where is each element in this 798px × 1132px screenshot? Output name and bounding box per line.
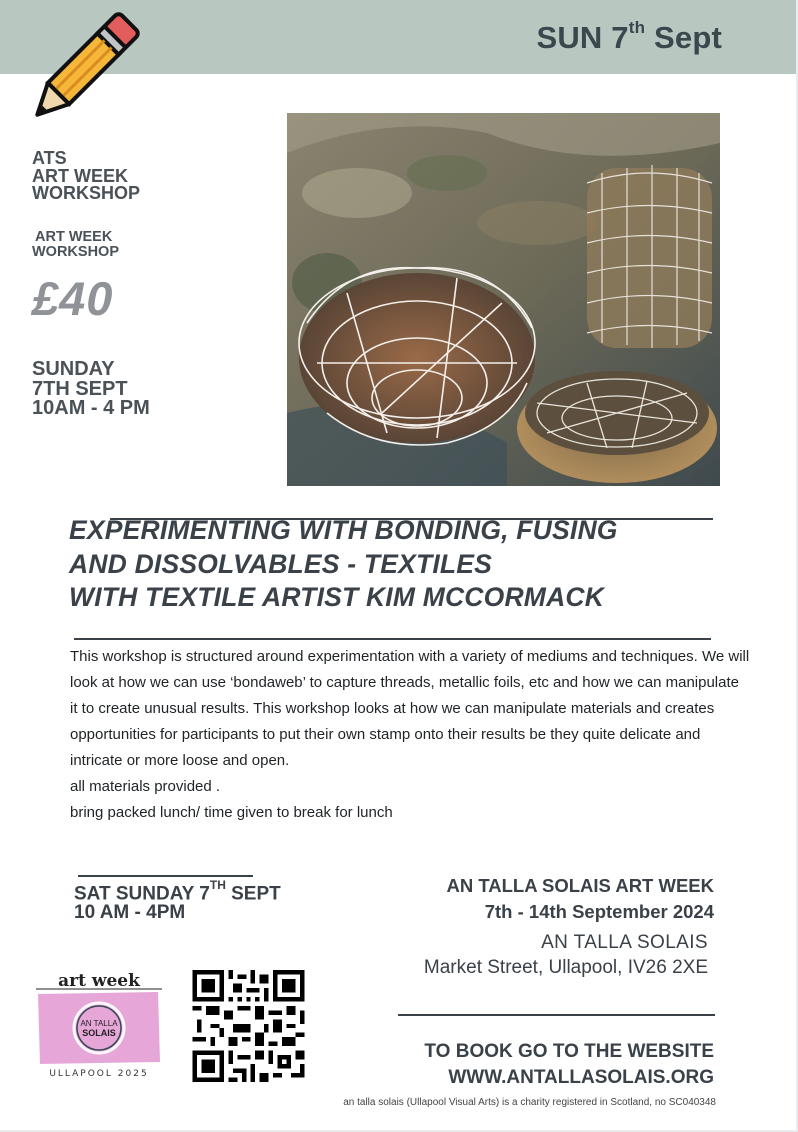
schedule-time: 10AM - 4 PM (32, 397, 150, 420)
workshop-title (69, 514, 749, 615)
pencil-icon (14, 8, 144, 138)
schedule-day: SUNDAY (32, 358, 115, 380)
when-time: 10 AM - 4PM (74, 902, 186, 924)
title-line: WITH TEXTILE ARTIST KIM MCCORMACK (69, 582, 605, 613)
description-paragraph: This workshop is structured around experimentation with a variety of mediums and techniques. We will look at how we can use ‘bondaweb’ to capture threads, metallic foils, etc and how we can manipulate it to create unusual results. This workshop looks at how we can manipulate materials and creates opportunities for participants to put their own stamp onto their results be they quite delicate and intricate or more loose and open. (70, 648, 750, 769)
schedule-date: 7TH SEPT (32, 377, 128, 400)
logo-center-line2: SOLAIS (82, 1028, 116, 1038)
event-dates: 7th - 14th September 2024 (484, 901, 714, 922)
sidebar-subheading (32, 230, 119, 259)
title-line: AND DISSOLVABLES - TEXTILES (69, 548, 493, 579)
sidebar-heading (32, 150, 140, 203)
art-week-logo (34, 970, 164, 1080)
title-line: EXPERIMENTING WITH BONDING, FUSING (69, 515, 618, 545)
header-date: SUN 7th Sept (536, 17, 722, 55)
booking-instruction: TO BOOK GO TO THE WEBSITE (424, 1041, 714, 1062)
textile-bowls-photo (287, 113, 720, 486)
sidebar-line: WORKSHOP (32, 183, 140, 204)
divider (78, 875, 253, 877)
workshop-description (70, 644, 750, 826)
sidebar-schedule (32, 360, 150, 419)
venue-name: AN TALLA SOLAIS (541, 932, 708, 953)
materials-note: all materials provided . (70, 778, 221, 795)
logo-top-text: art week (58, 971, 140, 991)
sidebar-line: ATS (32, 148, 67, 168)
divider (398, 1014, 715, 1016)
workshop-when (74, 878, 281, 924)
event-name: AN TALLA SOLAIS ART WEEK (446, 875, 714, 896)
divider (74, 638, 711, 640)
charity-footnote: an talla solais (Ullapool Visual Arts) is a charity registered in Scotland, no SC040348 (343, 1097, 716, 1108)
sidebar-line: ART WEEK (32, 165, 128, 186)
booking-website-link[interactable]: WWW.ANTALLASOLAIS.ORG (448, 1067, 714, 1088)
when-date: SAT SUNDAY 7TH SEPT (74, 878, 281, 905)
price: £40 (32, 272, 114, 325)
logo-bottom-text: ULLAPOOL 2025 (49, 1069, 149, 1079)
logo-center-line1: AN TALLA (80, 1019, 118, 1028)
lunch-note: bring packed lunch/ time given to break for lunch (70, 804, 393, 821)
sidebar-line: WORKSHOP (32, 243, 119, 260)
qr-code[interactable] (192, 970, 305, 1082)
sidebar-line: ART WEEK (35, 229, 113, 245)
venue-address: Market Street, Ullapool, IV26 2XE (423, 957, 708, 978)
